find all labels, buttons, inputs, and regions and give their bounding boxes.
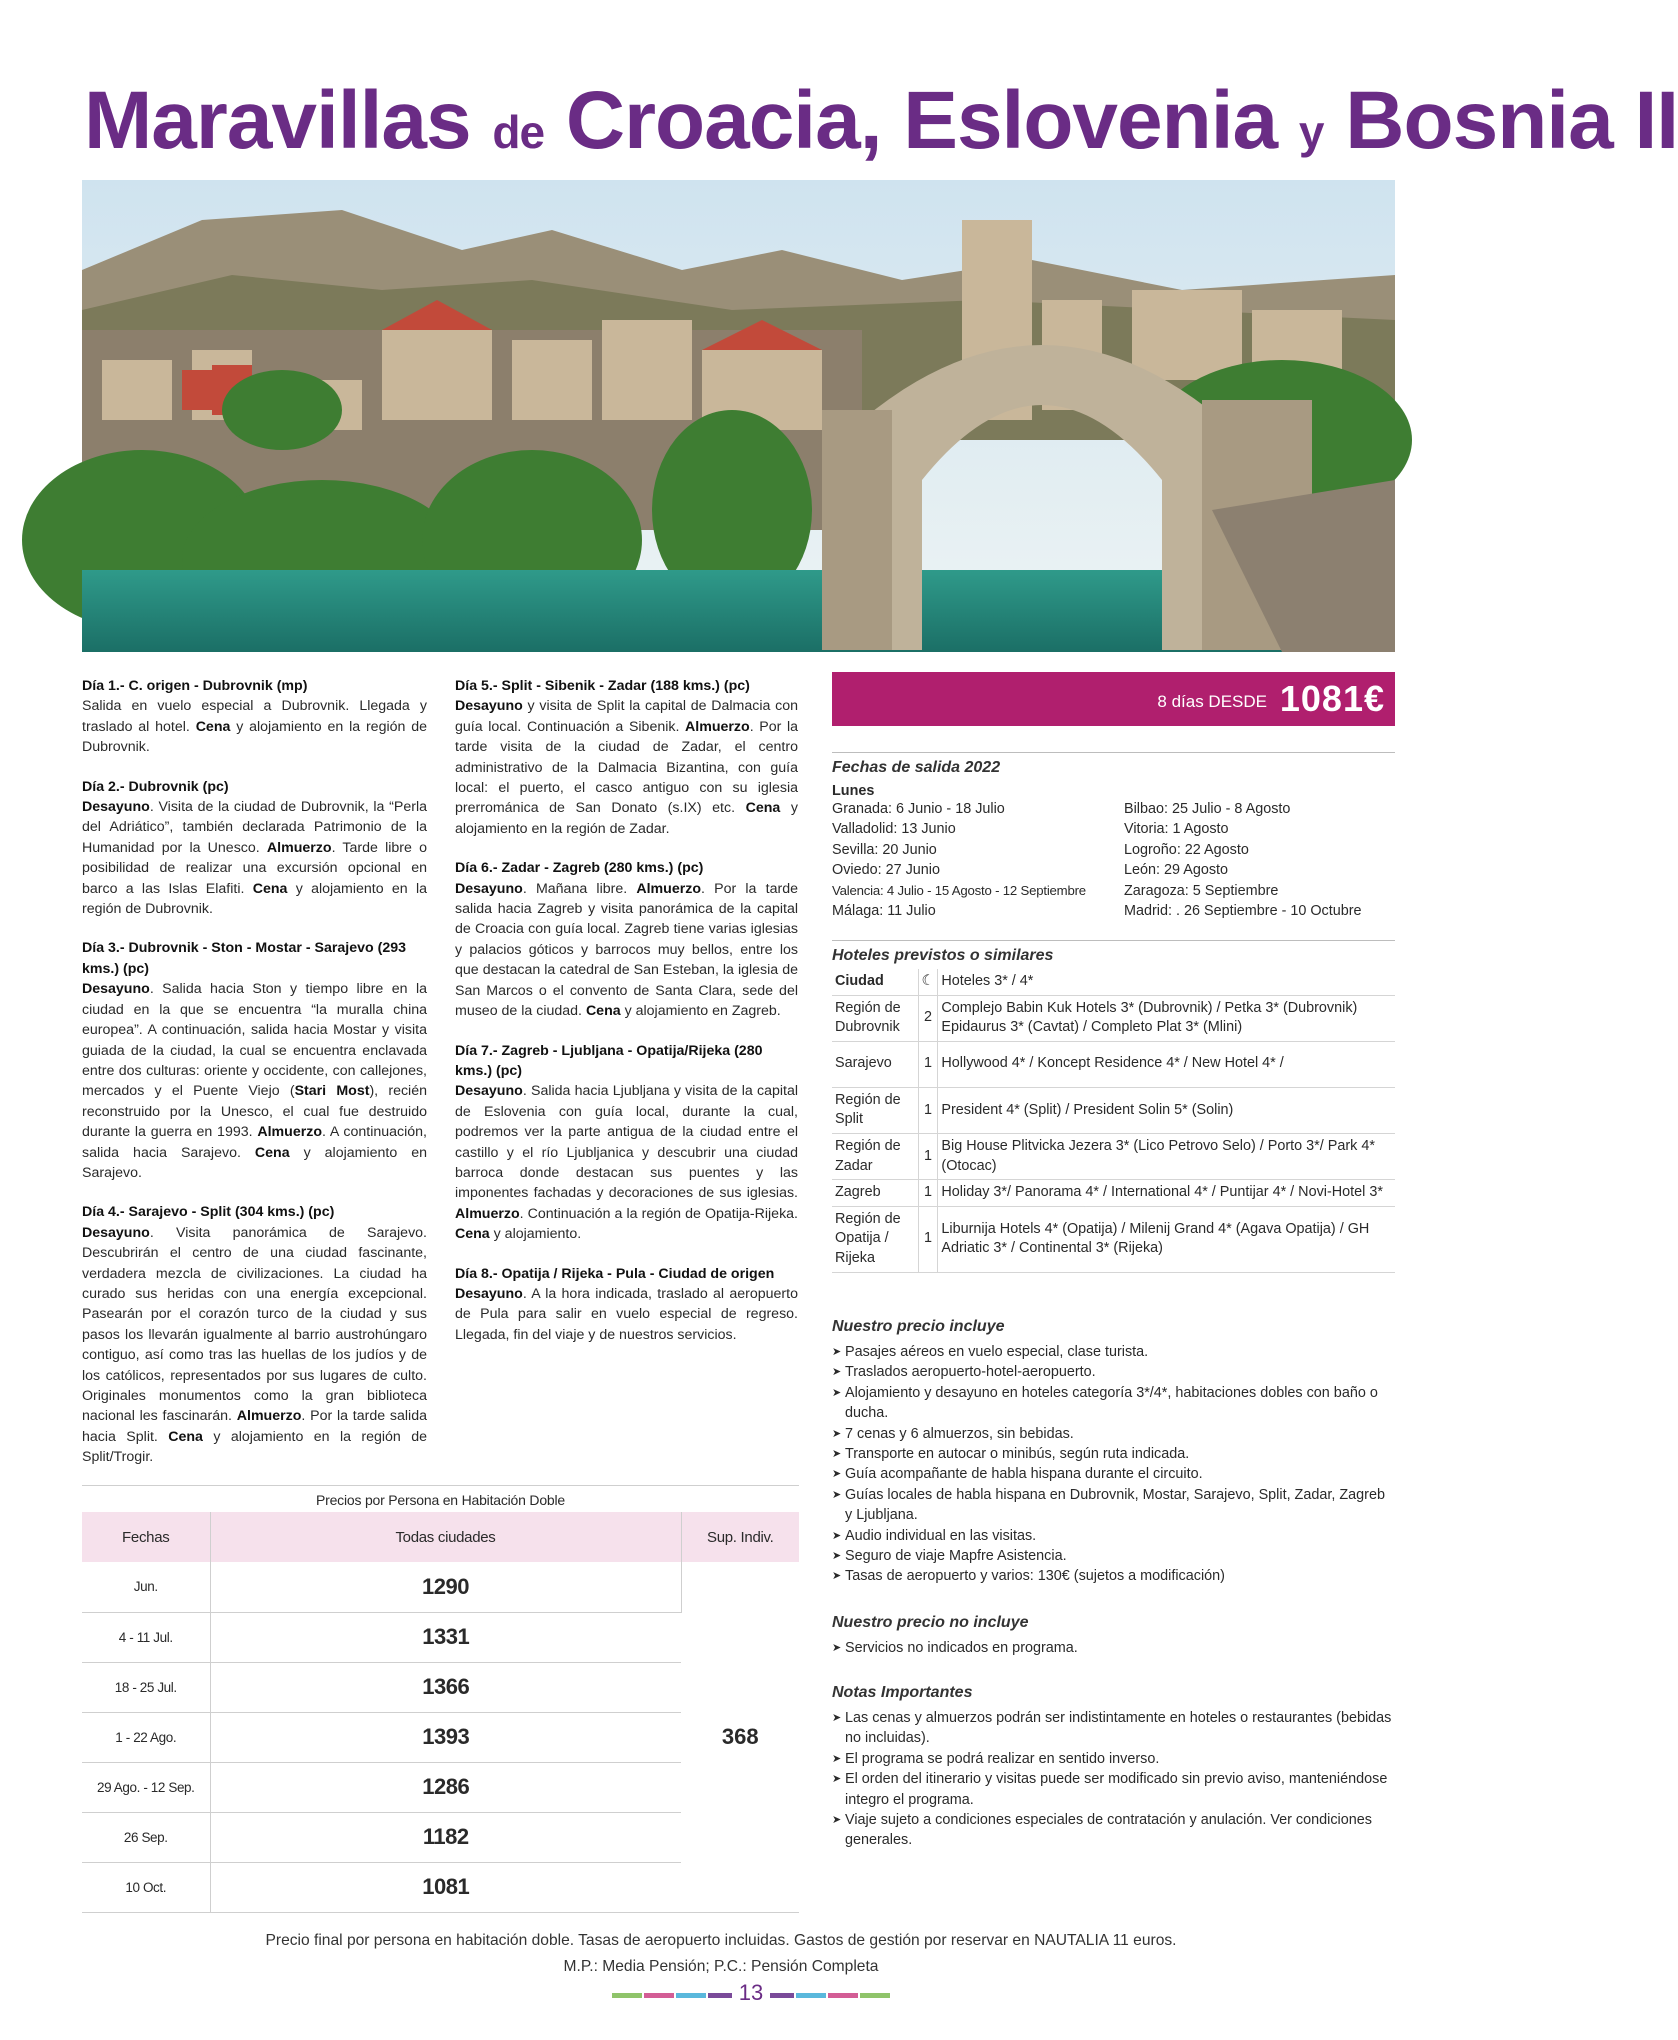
- title-word: Maravillas: [84, 75, 471, 166]
- departure-item: Logroño: 22 Agosto: [1124, 841, 1249, 858]
- departure-item: Valladolid: 13 Junio: [832, 821, 956, 838]
- decor-stripe: [708, 1993, 732, 1998]
- footer-line: Precio final por persona en habitación doble. Tasas de aeropuerto incluidas. Gastos de gestión por reservar en NAUTALIA 11 euros.: [265, 1932, 1177, 1949]
- decor-stripe: [612, 1993, 642, 1998]
- hotel-city: Región de Dubrovnik: [832, 995, 918, 1041]
- list-item: ➤ Audio individual en las visitas.: [832, 1526, 1395, 1546]
- day-title: Día 8.- Opatija / Rijeka - Pula - Ciudad de origen: [455, 1265, 775, 1282]
- price-date: 10 Oct.: [82, 1862, 210, 1912]
- departure-item: Vitoria: 1 Agosto: [1124, 821, 1229, 838]
- price-date: 29 Ago. - 12 Sep.: [82, 1762, 210, 1812]
- title-connector: de: [492, 106, 545, 158]
- decor-stripe: [770, 1993, 794, 1998]
- hotel-names: Holiday 3*/ Panorama 4* / International 4* / Puntijar 4* / Novi-Hotel 3*: [938, 1180, 1395, 1207]
- departure-item: Granada: 6 Junio - 18 Julio: [832, 801, 1005, 817]
- not-includes-section: [832, 1614, 1395, 1658]
- hotel-row: [832, 1087, 1395, 1133]
- departures-right: [1124, 799, 1395, 921]
- day-text: Desayuno. Visita de la ciudad de Dubrovnik, la “Perla del Adriático”, también declarada Patrimonio de la Humanidad por la Unesco. Almuerzo. Tarde libre o posibilidad de realizar una excursión opcional en barco a las Islas Elafiti. Cena y alojamiento en la región de Dubrovnik.: [82, 799, 428, 918]
- hotels-header-row: [832, 969, 1395, 995]
- hotel-names: Hollywood 4* / Koncept Residence 4* / New Hotel 4* /: [938, 1041, 1395, 1087]
- itinerary-day: [82, 1202, 427, 1467]
- itinerary-day: [82, 938, 427, 1183]
- departure-item: Madrid: . 26 Septiembre - 10 Octubre: [1124, 903, 1362, 920]
- departure-item: Valencia: 4 Julio - 15 Agosto - 12 Septiembre: [832, 882, 1086, 898]
- day-title: Día 1.- C. origen - Dubrovnik (mp): [82, 678, 308, 694]
- day-title: Día 7.- Zagreb - Ljubljana - Opatija/Rijeka (280 kms.) (pc): [455, 1042, 763, 1079]
- page-number: 13: [738, 1980, 764, 2005]
- departures-weekday: Lunes: [832, 783, 875, 799]
- itinerary-column-left: [82, 676, 427, 1487]
- price-value: 1366: [210, 1662, 681, 1712]
- list-item: ➤ El orden del itinerario y visitas puede ser modificado sin previo aviso, manteniéndose integro el programa.: [832, 1769, 1395, 1810]
- itinerary-day: [82, 676, 427, 758]
- departure-dates: [832, 752, 1395, 921]
- notes-title: Notas Importantes: [832, 1684, 973, 1701]
- price-banner-label: 8 días DESDE: [1157, 692, 1267, 711]
- price-table-header: [82, 1512, 799, 1562]
- not-includes-title: Nuestro precio no incluye: [832, 1614, 1029, 1631]
- hotel-nights: 1: [918, 1041, 938, 1087]
- hotel-nights: 1: [918, 1133, 938, 1179]
- footer-notes: [0, 1928, 1442, 1980]
- itinerary-day: [455, 1041, 798, 1245]
- hotel-names: Big House Plitvicka Jezera 3* (Lico Petrovo Selo) / Porto 3*/ Park 4* (Otocac): [938, 1133, 1395, 1179]
- hotel-nights: 1: [918, 1180, 938, 1207]
- header-dates: Fechas: [82, 1512, 210, 1562]
- includes-list: [832, 1342, 1395, 1587]
- day-text: Desayuno. Salida hacia Ljubljana y visita de la capital de Eslovenia con guía local, durante la cual, podremos ver la parte antigua de la ciudad entre el castillo y el río Ljubljanica y descubrir una ciudad barroca donde destacan sus puentes y las imponentes fachadas y decoraciones de sus iglesias. Almuerzo. Continuación a la región de Opatija-Rijeka. Cena y alojamiento.: [455, 1083, 798, 1243]
- day-text: Desayuno. Visita panorámica de Sarajevo. Descubrirán el centro de una ciudad fascinante, verdadera mezcla de civilizaciones. La ciudad ha curado sus heridas con una energía excepcional. Pasearán por el corazón turco de la ciudad y sus pasos los llevarán igualmente al barrio austrohúngaro contiguo, así como tras las huellas de los judíos y de los católicos, representados por sus lugares de culto. Originales monumentos como la gran biblioteca nacional les fascinarán. Almuerzo. Por la tarde salida hacia Split. Cena y alojamiento en la región de Split/Trogir.: [82, 1224, 427, 1466]
- departure-item: Málaga: 11 Julio: [832, 903, 936, 920]
- day-text: Desayuno. Mañana libre. Almuerzo. Por la tarde salida hacia Zagreb y visita panorámica de la capital de Croacia con guía local. Zagreb tiene varias iglesias y palacios góticos y barrocos muy bellos, entre los que destacan la catedral de San Esteban, la iglesia de San Marcos o el convento de Santa Clara, sede del museo de la ciudad. Cena y alojamiento en Zagreb.: [455, 880, 798, 1020]
- itinerary-day: [455, 1264, 798, 1346]
- day-text: Salida en vuelo especial a Dubrovnik. Llegada y traslado al hotel. Cena y alojamiento en la región de Dubrovnik.: [82, 698, 427, 756]
- hotels-title: Hoteles previstos o similares: [832, 940, 1395, 965]
- price-value: 1393: [210, 1712, 681, 1762]
- list-item: ➤ Servicios no indicados en programa.: [832, 1638, 1395, 1658]
- hotel-city: Región de Zadar: [832, 1133, 918, 1179]
- hotel-row: [832, 995, 1395, 1041]
- day-title: Día 6.- Zadar - Zagreb (280 kms.) (pc): [455, 860, 704, 877]
- hotels-section: [832, 940, 1395, 1273]
- price-table-title: Precios por Persona en Habitación Doble: [82, 1485, 799, 1512]
- moon-icon: ☾: [918, 969, 938, 995]
- decor-stripe: [860, 1993, 890, 1998]
- includes-section: [832, 1318, 1395, 1587]
- day-title: Día 3.- Dubrovnik - Ston - Mostar - Sarajevo (293 kms.) (pc): [82, 940, 407, 977]
- list-item: ➤ Tasas de aeropuerto y varios: 130€ (sujetos a modificación): [832, 1566, 1395, 1586]
- price-value: 1182: [210, 1812, 681, 1862]
- hotels-header-city: Ciudad: [832, 969, 918, 995]
- header-all-cities: Todas ciudades: [210, 1512, 681, 1562]
- list-item: ➤ El programa se podrá realizar en sentido inverso.: [832, 1749, 1395, 1769]
- hotel-names: Complejo Babin Kuk Hotels 3* (Dubrovnik) / Petka 3* (Dubrovnik) Epidaurus 3* (Cavtat) / Completo Plat 3* (Mlini): [938, 995, 1395, 1041]
- hotel-row: [832, 1206, 1395, 1272]
- price-date: 4 - 11 Jul.: [82, 1612, 210, 1662]
- day-title: Día 4.- Sarajevo - Split (304 kms.) (pc): [82, 1204, 335, 1221]
- itinerary-day: [455, 858, 798, 1021]
- single-supplement-value: 368: [681, 1562, 799, 1912]
- day-title: Día 2.- Dubrovnik (pc): [82, 778, 229, 795]
- hotel-names: Liburnija Hotels 4* (Opatija) / Milenij Grand 4* (Agava Opatija) / GH Adriatic 3* / Continental 3* (Rijeka): [938, 1206, 1395, 1272]
- list-item: ➤ Las cenas y almuerzos podrán ser indistintamente en hoteles o restaurantes (bebidas no incluidas).: [832, 1708, 1395, 1749]
- decor-stripe: [796, 1993, 826, 1998]
- day-text: Desayuno y visita de Split la capital de Dalmacia con guía local. Continuación a Sibenik. Almuerzo. Por la tarde visita de la ciudad de Zadar, el centro administrativo de la Dalmacia Bizantina, con guía local: el puerto, el casco antiguo con su iglesia prerrománica de San Donato (s.IX) etc. Cena y alojamiento en la región de Zadar.: [455, 698, 798, 837]
- price-date: 1 - 22 Ago.: [82, 1712, 210, 1762]
- departures-left: [832, 799, 1124, 921]
- hotel-names: President 4* (Split) / President Solin 5* (Solin): [938, 1087, 1395, 1133]
- itinerary-day: [455, 676, 798, 839]
- list-item: ➤ Seguro de viaje Mapfre Asistencia.: [832, 1546, 1395, 1566]
- decor-stripe: [828, 1993, 858, 1998]
- list-item: ➤ Viaje sujeto a condiciones especiales de contratación y anulación. Ver condiciones generales.: [832, 1810, 1395, 1851]
- price-date: Jun.: [82, 1562, 210, 1612]
- departure-item: Bilbao: 25 Julio - 8 Agosto: [1124, 801, 1291, 817]
- hero-photo: [82, 180, 1395, 652]
- title-word: Bosnia II: [1345, 75, 1678, 166]
- hotel-row: [832, 1180, 1395, 1207]
- hotel-nights: 1: [918, 1087, 938, 1133]
- mostar-bridge-illustration: [82, 180, 1395, 652]
- title-word: Croacia, Eslovenia: [565, 75, 1278, 166]
- price-date: 26 Sep.: [82, 1812, 210, 1862]
- price-banner: [832, 672, 1395, 726]
- page-title: [84, 66, 1678, 176]
- table-row: [82, 1562, 799, 1612]
- hotel-city: Sarajevo: [832, 1041, 918, 1087]
- day-text: Desayuno. A la hora indicada, traslado al aeropuerto de Pula para salir en vuelo especial de regreso. Llegada, fin del viaje y de nuestros servicios.: [455, 1285, 798, 1343]
- price-table: [82, 1512, 799, 1913]
- departure-item: León: 29 Agosto: [1124, 862, 1229, 879]
- list-item: ➤ 7 cenas y 6 almuerzos, sin bebidas.: [832, 1424, 1395, 1444]
- price-value: 1286: [210, 1762, 681, 1812]
- departure-item: Oviedo: 27 Junio: [832, 862, 941, 879]
- itinerary-day: [82, 777, 427, 920]
- hotel-city: Región de Opatija / Rijeka: [832, 1206, 918, 1272]
- list-item: ➤ Guías locales de habla hispana en Dubrovnik, Mostar, Sarajevo, Split, Zadar, Zagreb y Ljubljana.: [832, 1485, 1395, 1526]
- hotel-nights: 2: [918, 995, 938, 1041]
- departure-item: Zaragoza: 5 Septiembre: [1124, 882, 1279, 899]
- title-connector: y: [1298, 106, 1324, 158]
- page-number-bar: [0, 1980, 1442, 2010]
- decor-stripe: [676, 1993, 706, 1998]
- hotels-table: [832, 969, 1395, 1273]
- header-single-supplement: Sup. Indiv.: [681, 1512, 799, 1562]
- day-title: Día 5.- Split - Sibenik - Zadar (188 kms.) (pc): [455, 678, 750, 694]
- departures-title: Fechas de salida 2022: [832, 752, 1395, 777]
- decor-stripe: [644, 1993, 674, 1998]
- list-item: ➤ Transporte en autocar o minibús, según ruta indicada.: [832, 1444, 1395, 1464]
- price-value: 1081: [210, 1862, 681, 1912]
- hotel-row: [832, 1133, 1395, 1179]
- list-item: ➤ Guía acompañante de habla hispana durante el circuito.: [832, 1464, 1395, 1484]
- list-item: ➤ Traslados aeropuerto-hotel-aeropuerto.: [832, 1362, 1395, 1382]
- day-text: Desayuno. Salida hacia Ston y tiempo libre en la ciudad en la que se encuentra “la muralla china europea”. A continuación, salida hacia Mostar y visita guiada de la ciudad, la cual se encuentra enclavada entre dos culturas: oriente y occidente, con callejones, mercados y el Puente Viejo (Stari Most), recién reconstruido por la Unesco, el cual fue destruido durante la guerra en 1993. Almuerzo. A continuación, salida hacia Sarajevo. Cena y alojamiento en Sarajevo.: [82, 981, 427, 1181]
- departures-grid: [832, 799, 1395, 921]
- hotels-header-category: Hoteles 3* / 4*: [938, 969, 1395, 995]
- list-item: ➤ Alojamiento y desayuno en hoteles categoría 3*/4*, habitaciones dobles con baño o ducha.: [832, 1383, 1395, 1424]
- departure-item: Sevilla: 20 Junio: [832, 841, 937, 858]
- hotel-row: [832, 1041, 1395, 1087]
- price-table-section: [82, 1485, 799, 1913]
- price-value: 1290: [210, 1562, 681, 1612]
- notes-list: [832, 1708, 1395, 1851]
- hotel-city: Zagreb: [832, 1180, 918, 1207]
- price-value: 1331: [210, 1612, 681, 1662]
- price-date: 18 - 25 Jul.: [82, 1662, 210, 1712]
- list-item: ➤ Pasajes aéreos en vuelo especial, clase turista.: [832, 1342, 1395, 1362]
- not-includes-list: [832, 1638, 1395, 1658]
- itinerary-column-middle: [455, 676, 798, 1364]
- includes-title: Nuestro precio incluye: [832, 1318, 1005, 1335]
- hotel-city: Región de Split: [832, 1087, 918, 1133]
- hotel-nights: 1: [918, 1206, 938, 1272]
- footer-line: M.P.: Media Pensión; P.C.: Pensión Completa: [563, 1958, 879, 1975]
- price-banner-amount: 1081€: [1279, 678, 1385, 719]
- notes-section: [832, 1684, 1395, 1851]
